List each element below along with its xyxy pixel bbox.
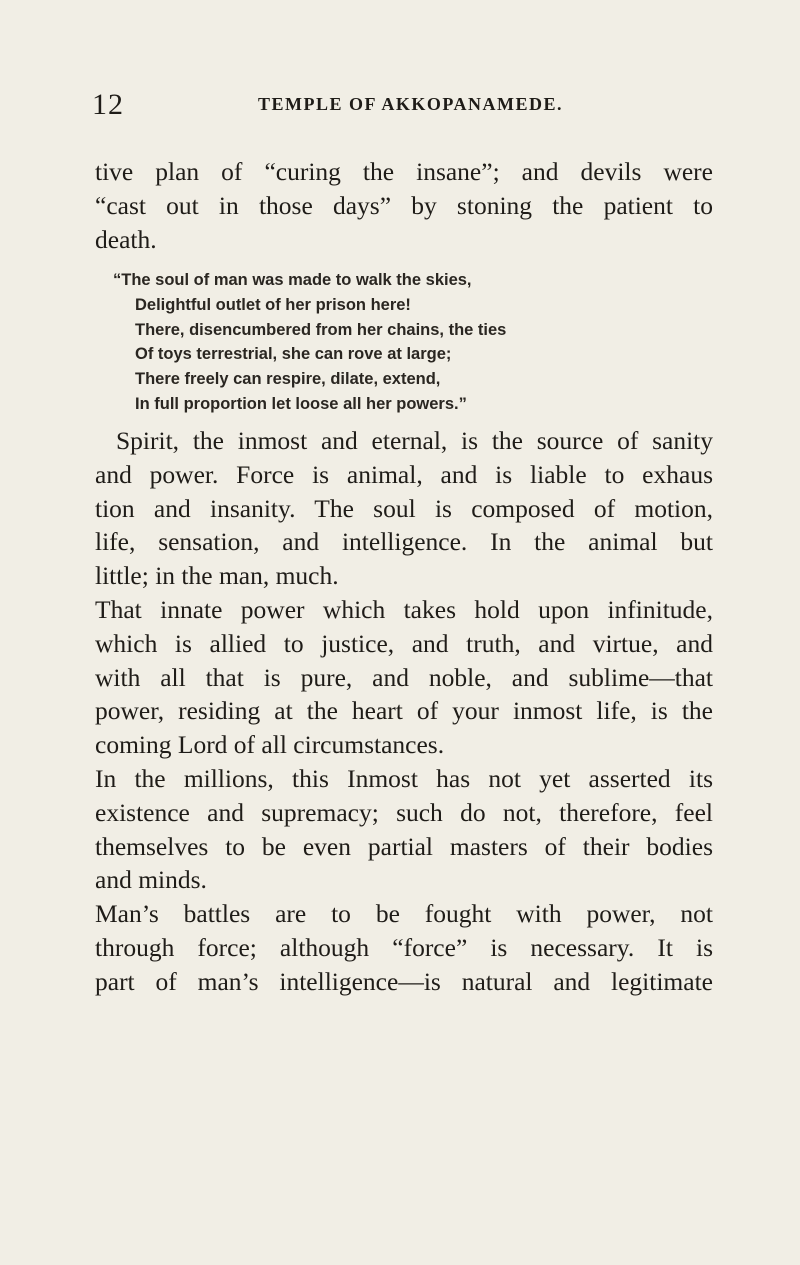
- text-line: Man’s battles are to be fought with power, not: [95, 899, 713, 929]
- verse-quotation: [113, 268, 713, 417]
- text-line: In the millions, this Inmost has not yet asserted its: [95, 763, 713, 793]
- intro-paragraph: [95, 155, 713, 256]
- page-header: [0, 88, 800, 122]
- text-line: Spirit, the inmost and eternal, is the source of sanity: [116, 426, 713, 455]
- text-line: and power. Force is animal, and is liable to exhaus: [95, 459, 713, 489]
- text-line: That innate power which takes hold upon infinitude,: [95, 594, 713, 624]
- verse-line: “The soul of man was made to walk the skies,: [113, 271, 472, 289]
- running-title: TEMPLE OF AKKOPANAMEDE.: [258, 94, 564, 114]
- text-line: themselves to be even partial masters of their bodies: [95, 831, 713, 861]
- text-line: through force; although “force” is necessary. It is: [95, 932, 713, 962]
- text-line: and minds.: [95, 865, 207, 895]
- text-line: coming Lord of all circumstances.: [95, 730, 445, 760]
- text-line: with all that is pure, and noble, and sublime—that: [95, 662, 713, 692]
- text-line: part of man’s intelligence—is natural and legitimate: [95, 966, 713, 996]
- verse-line: There freely can respire, dilate, extend,: [135, 370, 441, 389]
- text-line: which is allied to justice, and truth, and virtue, and: [95, 628, 713, 658]
- page-number: 12: [92, 88, 124, 121]
- verse-line: Of toys terrestrial, she can rove at large;: [135, 345, 452, 364]
- text-line: death.: [95, 224, 157, 254]
- text-line: existence and supremacy; such do not, therefore, feel: [95, 797, 713, 827]
- text-line: life, sensation, and intelligence. In the animal but: [95, 527, 713, 557]
- verse-line: There, disencumbered from her chains, the ties: [135, 320, 507, 339]
- verse-line: Delightful outlet of her prison here!: [135, 295, 411, 314]
- body-paragraphs: [95, 424, 713, 999]
- text-line: “cast out in those days” by stoning the patient to: [95, 190, 713, 220]
- text-line: power, residing at the heart of your inmost life, is the: [95, 696, 713, 726]
- text-line: tion and insanity. The soul is composed of motion,: [95, 493, 713, 523]
- text-line: tive plan of “curing the insane”; and devils were: [95, 157, 713, 186]
- text-line: little; in the man, much.: [95, 561, 339, 591]
- verse-line: In full proportion let loose all her powers.”: [135, 394, 467, 413]
